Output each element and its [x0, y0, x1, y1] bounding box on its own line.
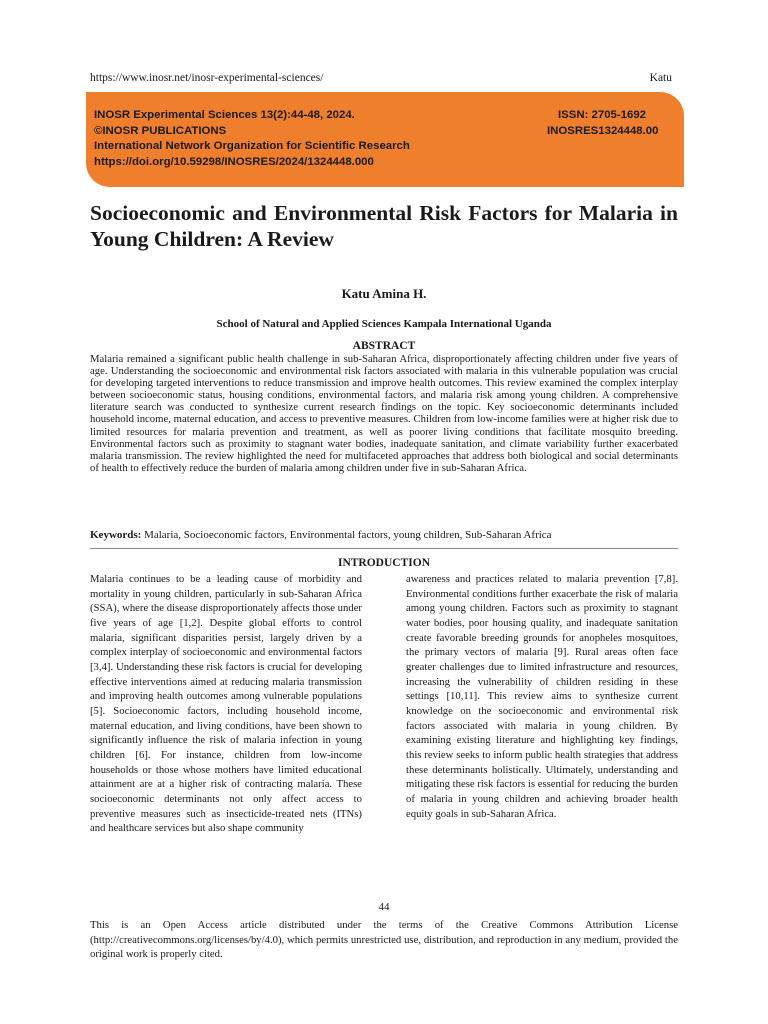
running-header — [90, 72, 678, 90]
publisher-name: ©INOSR PUBLICATIONS — [94, 124, 227, 137]
keywords — [90, 529, 678, 541]
article-id: INOSRES1324448.00 — [547, 124, 659, 137]
abstract-heading: ABSTRACT — [352, 340, 416, 352]
journal-info-box — [86, 92, 684, 187]
author-affiliation: School of Natural and Applied Sciences Kampala International Uganda — [216, 318, 552, 330]
license-notice: This is an Open Access article distributed under the terms of the Creative Commons Attribution License (http://creativecommons.org/licenses/by/4.0), which permits unrestricted use, distribution, and reproduction in any medium, provided the original work is properly cited. — [90, 919, 678, 960]
running-author: Katu — [649, 72, 672, 84]
issn: ISSN: 2705-1692 — [557, 109, 647, 121]
intro-left-column: Malaria continues to be a leading cause of morbidity and mortality in young children, particularly in sub-Saharan Africa (SSA), where the disease disproportionately affects those under five years of age [1,2]. Despite global efforts to control malaria, significant disparities persist, largely driven by a complex interplay of socioeconomic and environmental factors [3,4]. Understanding these risk factors is crucial for developing effective interventions aimed at reducing malaria transmission and improving health outcomes among vulnerable populations [5]. Socioeconomic factors, including household income, maternal education, and living conditions, have been shown to significantly influence the risk of malaria infection in young children [6]. For instance, children from low-income households or those whose mothers have limited educational attainment are at a higher risk of contracting malaria. These socioeconomic determinants not only affect access to preventive measures such as insecticide-treated nets (ITNs) and healthcare services but also shape community — [90, 573, 362, 835]
journal-citation: INOSR Experimental Sciences 13(2):44-48, 2024. — [94, 109, 355, 121]
organization-name: International Network Organization for Scientific Research — [94, 140, 410, 152]
journal-url-link[interactable]: https://www.inosr.net/inosr-experimental-sciences/ — [90, 72, 324, 84]
journal-info-right — [547, 108, 657, 139]
introduction-heading: INTRODUCTION — [337, 557, 430, 569]
keywords-text: Malaria, Socioeconomic factors, Environmental factors, young children, Sub-Saharan Africa — [141, 529, 552, 541]
abstract-text: Malaria remained a significant public health challenge in sub-Saharan Africa, disproportionately affecting children under five years of age. Understanding the socioeconomic and environmental risk factors associated with malaria in this vulnerable population was crucial for developing targeted interventions to reduce transmission and improve health outcomes. This review examined the complex interplay between socioeconomic status, housing conditions, environmental factors, and malaria risk among young children. A comprehensive literature search was conducted to synthesize current research findings on the topic. Key socioeconomic determinants included household income, maternal education, and access to preventive measures. Children from low-income families were at higher risk due to limited resources for malaria prevention and treatment, as well as poorer living conditions that facilitate mosquito breeding. Environmental factors such as proximity to stagnant water bodies, inadequate sanitation, and climate variability further exacerbated malaria transmission. The review highlighted the need for multifaceted approaches that address both biological and social determinants of health to effectively reduce the burden of malaria among children under five in sub-Saharan Africa. — [90, 353, 678, 474]
intro-right-column: awareness and practices related to malaria prevention [7,8]. Environmental conditions further exacerbate the risk of malaria among young children. Factors such as proximity to stagnant water bodies, poor housing quality, and inadequate sanitation create favorable breeding grounds for anopheles mosquitoes, the primary vectors of malaria [9]. Rural areas often face greater challenges due to limited infrastructure and resources, increasing the vulnerability of children residing in these settings [10,11]. This review aims to synthesize current knowledge on the socioeconomic and environmental risk factors associated with malaria in young children. By examining existing literature and highlighting key findings, this review seeks to inform public health strategies that address these determinants holistically. Ultimately, understanding and mitigating these risk factors is essential for reducing the burden of malaria in young children and achieving broader health equity goals in sub-Saharan Africa. — [406, 573, 678, 820]
section-divider — [90, 548, 678, 549]
paper-title: Socioeconomic and Environmental Risk Factors for Malaria in Young Children: A Review — [90, 201, 678, 251]
page-number: 44 — [378, 901, 390, 913]
doi-link[interactable]: https://doi.org/10.59298/INOSRES/2024/1324448.000 — [94, 155, 374, 168]
author-name: Katu Amina H. — [341, 286, 427, 301]
keywords-label: Keywords: — [90, 529, 142, 541]
